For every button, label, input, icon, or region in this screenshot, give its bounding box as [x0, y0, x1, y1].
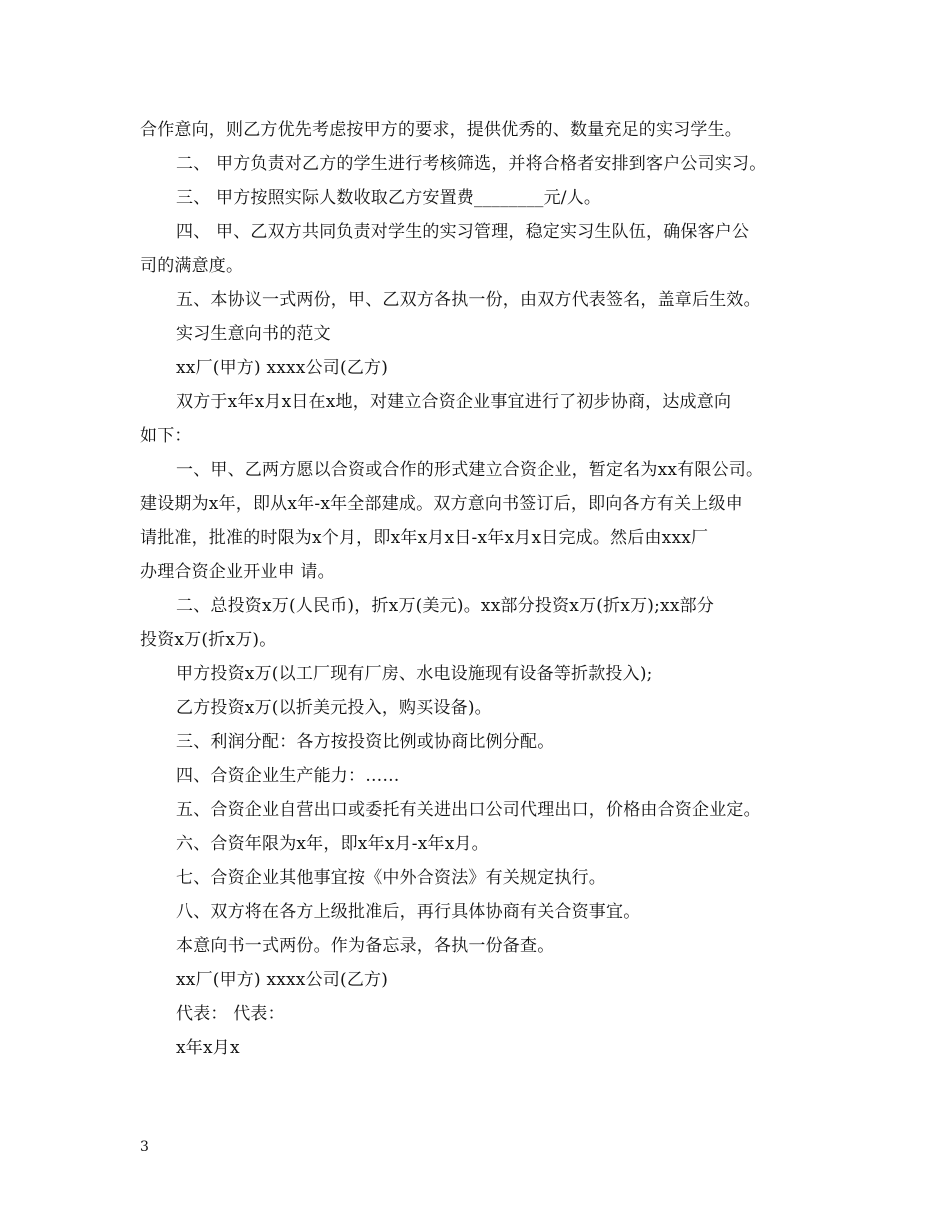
body-line-21: 五、合资企业自营出口或委托有关进出口公司代理出口，价格由合资企业定。 [176, 800, 761, 820]
parties-line: xx厂(甲方) xxxx公司(乙方) [176, 358, 389, 378]
body-line-24: 八、双方将在各方上级批准后，再行具体协商有关合资事宜。 [176, 902, 641, 922]
body-line-11: 一、甲、乙两方愿以合资或合作的形式建立合资企业，暂定名为xx有限公司。 [176, 460, 764, 480]
body-line-15: 二、总投资x万(人民币)，折x万(美元)。xx部分投资x万(折x万);xx部分 [176, 596, 715, 616]
body-line-19: 三、利润分配：各方按投资比例或协商比例分配。 [176, 732, 555, 752]
body-line-13: 请批准，批准的时限为x个月，即x年x月x日-x年x月x日完成。然后由xxx厂 [140, 528, 709, 548]
body-line-20: 四、合资企业生产能力：…… [176, 766, 400, 786]
body-line-10: 如下： [140, 426, 192, 446]
section-heading: 实习生意向书的范文 [176, 324, 331, 344]
body-line-5: 司的满意度。 [140, 256, 244, 276]
body-line-6: 五、本协议一式两份，甲、乙双方各执一份，由双方代表签名，盖章后生效。 [176, 290, 761, 310]
body-line-18: 乙方投资x万(以折美元投入，购买设备)。 [176, 698, 492, 718]
body-line-22: 六、合资年限为x年，即x年x月-x年x月。 [176, 834, 489, 854]
body-line-17: 甲方投资x万(以工厂现有厂房、水电设施现有设备等折款投入); [176, 664, 653, 684]
body-line-2: 二、 甲方负责对乙方的学生进行考核筛选，并将合格者安排到客户公司实习。 [176, 154, 767, 174]
body-line-25: 本意向书一式两份。作为备忘录，各执一份备查。 [176, 936, 555, 956]
body-line-9: 双方于x年x月x日在x地，对建立合资企业事宜进行了初步协商，达成意向 [176, 392, 732, 412]
body-line-3: 三、 甲方按照实际人数收取乙方安置费________元/人。 [176, 188, 602, 208]
body-line-4: 四、 甲、乙双方共同负责对学生的实习管理，稳定实习生队伍，确保客户公 [176, 222, 750, 242]
representatives-line: 代表： 代表： [176, 1004, 285, 1024]
body-line-14: 办理合资企业开业申 请。 [140, 562, 335, 582]
date-line: x年x月x [176, 1038, 240, 1058]
body-line-16: 投资x万(折x万)。 [140, 630, 277, 650]
body-line-1: 合作意向，则乙方优先考虑按甲方的要求，提供优秀的、数量充足的实习学生。 [140, 120, 742, 140]
page-number: 3 [140, 1139, 149, 1155]
body-line-23: 七、合资企业其他事宜按《中外合资法》有关规定执行。 [176, 868, 606, 888]
parties-signature-line: xx厂(甲方) xxxx公司(乙方) [176, 970, 389, 990]
body-line-12: 建设期为x年，即从x年-x年全部建成。双方意向书签订后，即向各方有关上级申 [140, 494, 743, 514]
